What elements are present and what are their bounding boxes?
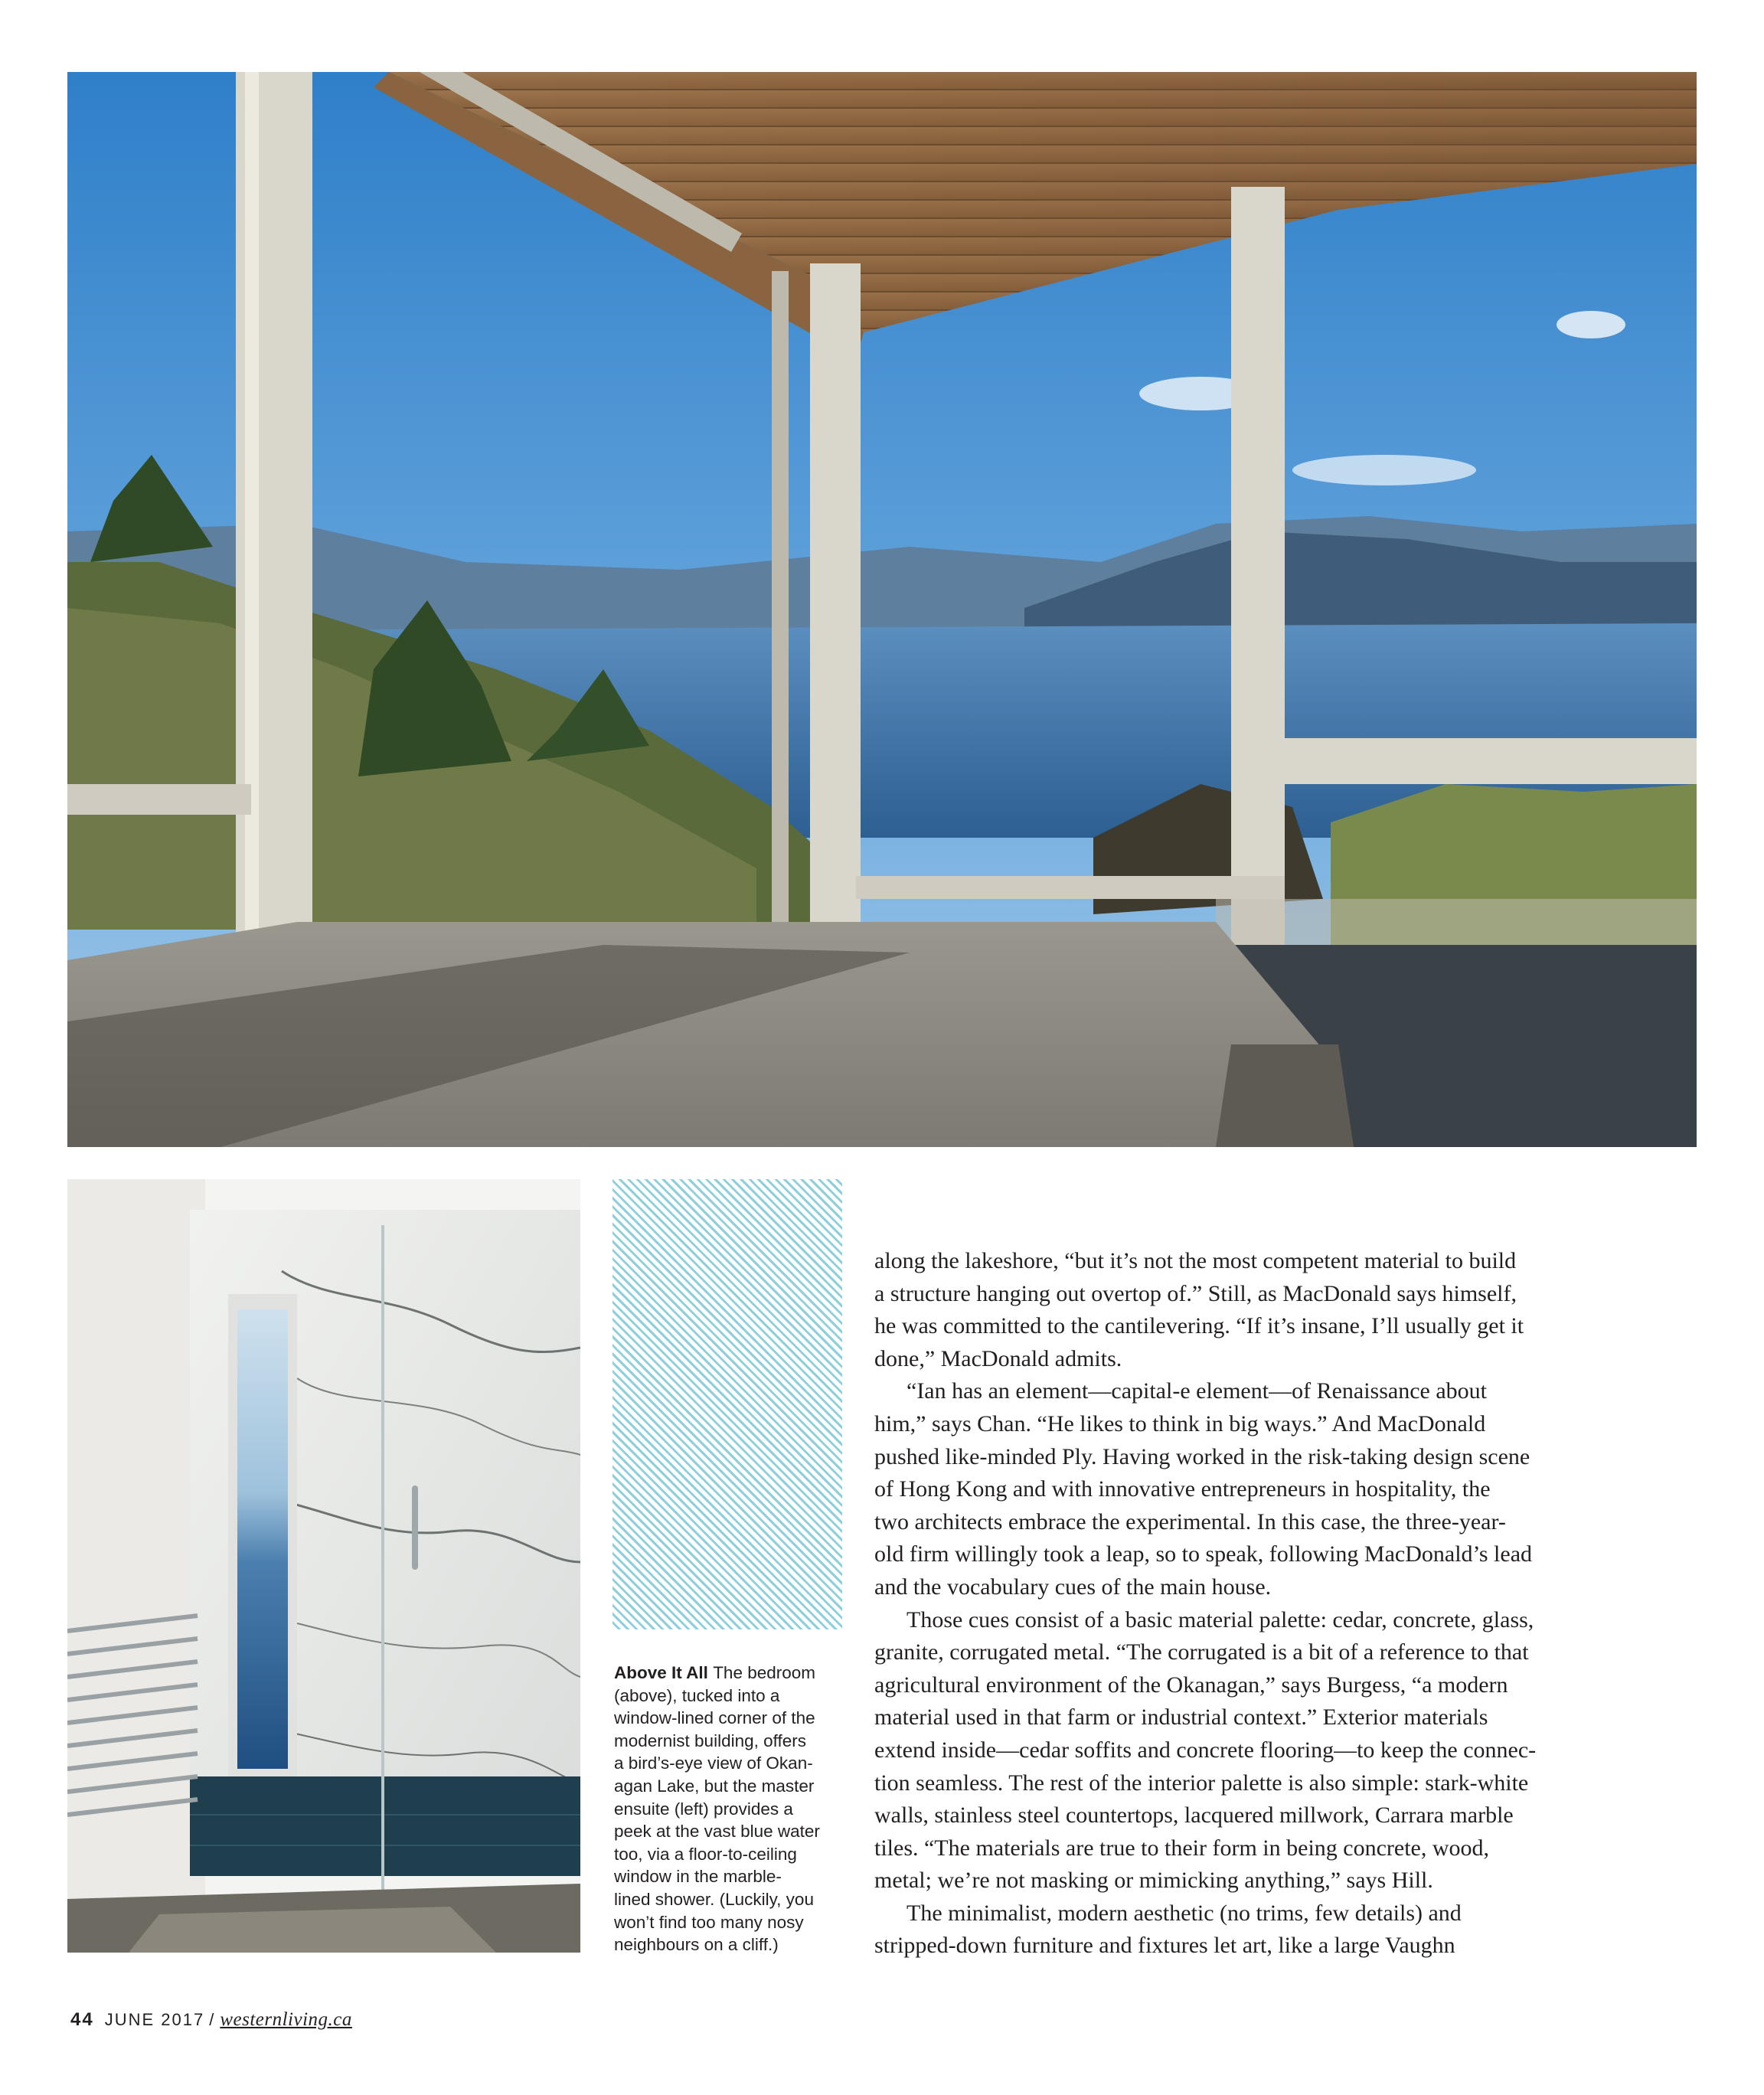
article-line: pushed like-minded Ply. Having worked in the risk-taking design scene bbox=[874, 1443, 1530, 1469]
caption-text-line: won’t find too many nosy bbox=[614, 1912, 804, 1932]
folio-separator: / bbox=[209, 2010, 216, 2029]
issue-date: JUNE 2017 bbox=[104, 2010, 205, 2029]
article-line: him,” says Chan. “He likes to think in big ways.” And MacDonald bbox=[874, 1410, 1486, 1436]
article-line: material used in that farm or industrial context.” Exterior materials bbox=[874, 1704, 1488, 1731]
article-line: “Ian has an element—capital-e element—of Renaissance about bbox=[906, 1378, 1487, 1404]
page-folio bbox=[70, 2009, 352, 2031]
article-line: walls, stainless steel countertops, lacquered millwork, Carrara marble bbox=[874, 1802, 1514, 1829]
page-number: 44 bbox=[70, 2009, 94, 2030]
article-line: stripped-down furniture and fixtures let art, like a large Vaughn bbox=[874, 1933, 1455, 1959]
ensuite-photo-illustration bbox=[67, 1179, 580, 1953]
bedroom-photo bbox=[67, 72, 1697, 1147]
article-line: tiles. “The materials are true to their form in being concrete, wood, bbox=[874, 1835, 1490, 1861]
caption-text-line: (above), tucked into a bbox=[614, 1685, 780, 1705]
caption-text-line: ensuite (left) provides a bbox=[614, 1799, 793, 1819]
caption-text-line: a bird’s-eye view of Okan- bbox=[614, 1753, 813, 1773]
photo-caption bbox=[614, 1662, 844, 1956]
caption-text-line: neighbours on a cliff.) bbox=[614, 1935, 779, 1955]
article-line: of Hong Kong and with innovative entrepreneurs in hospitality, the bbox=[874, 1476, 1491, 1502]
article-line: granite, corrugated metal. “The corrugated is a bit of a reference to that bbox=[874, 1639, 1529, 1665]
caption-text-line: peek at the vast blue water bbox=[614, 1822, 820, 1842]
caption-text-line: agan Lake, but the master bbox=[614, 1776, 815, 1796]
article-line: tion seamless. The rest of the interior palette is also simple: stark-white bbox=[874, 1770, 1529, 1796]
article-line: agricultural environment of the Okanagan,” says Burgess, “a modern bbox=[874, 1672, 1508, 1698]
article-line: he was committed to the cantilevering. “If it’s insane, I’ll usually get it bbox=[874, 1313, 1524, 1339]
caption-text-line: modernist building, offers bbox=[614, 1731, 806, 1750]
caption-text-line: window-lined corner of the bbox=[614, 1708, 815, 1728]
article-line: metal; we’re not masking or mimicking anything,” says Hill. bbox=[874, 1868, 1433, 1894]
article-line: The minimalist, modern aesthetic (no trims, few details) and bbox=[906, 1900, 1462, 1926]
caption-text-line: window in the marble- bbox=[614, 1867, 782, 1887]
article-line: and the vocabulary cues of the main house. bbox=[874, 1574, 1272, 1600]
article-line: done,” MacDonald admits. bbox=[874, 1345, 1122, 1371]
article-body bbox=[874, 1245, 1709, 1963]
caption-title: Above It All bbox=[614, 1663, 714, 1682]
article-line: Those cues consist of a basic material palette: cedar, concrete, glass, bbox=[906, 1606, 1534, 1633]
website-link[interactable]: westernliving.ca bbox=[220, 2009, 352, 2030]
article-line: extend inside—cedar soffits and concrete flooring—to keep the connec- bbox=[874, 1737, 1537, 1763]
article-line: along the lakeshore, “but it’s not the most competent material to build bbox=[874, 1248, 1517, 1273]
caption-text-line: The bedroom bbox=[713, 1663, 816, 1682]
article-line: old firm willingly took a leap, so to speak, following MacDonald’s lead bbox=[874, 1541, 1533, 1567]
diagonal-hatch-decoration bbox=[612, 1179, 842, 1629]
bedroom-photo-illustration bbox=[67, 72, 1697, 1147]
caption-text-line: too, via a floor-to-ceiling bbox=[614, 1844, 797, 1864]
ensuite-photo bbox=[67, 1179, 580, 1953]
caption-text-line: lined shower. (Luckily, you bbox=[614, 1889, 814, 1909]
article-line: a structure hanging out overtop of.” Still, as MacDonald says himself, bbox=[874, 1280, 1517, 1306]
article-line: two architects embrace the experimental. In this case, the three-year- bbox=[874, 1508, 1506, 1534]
